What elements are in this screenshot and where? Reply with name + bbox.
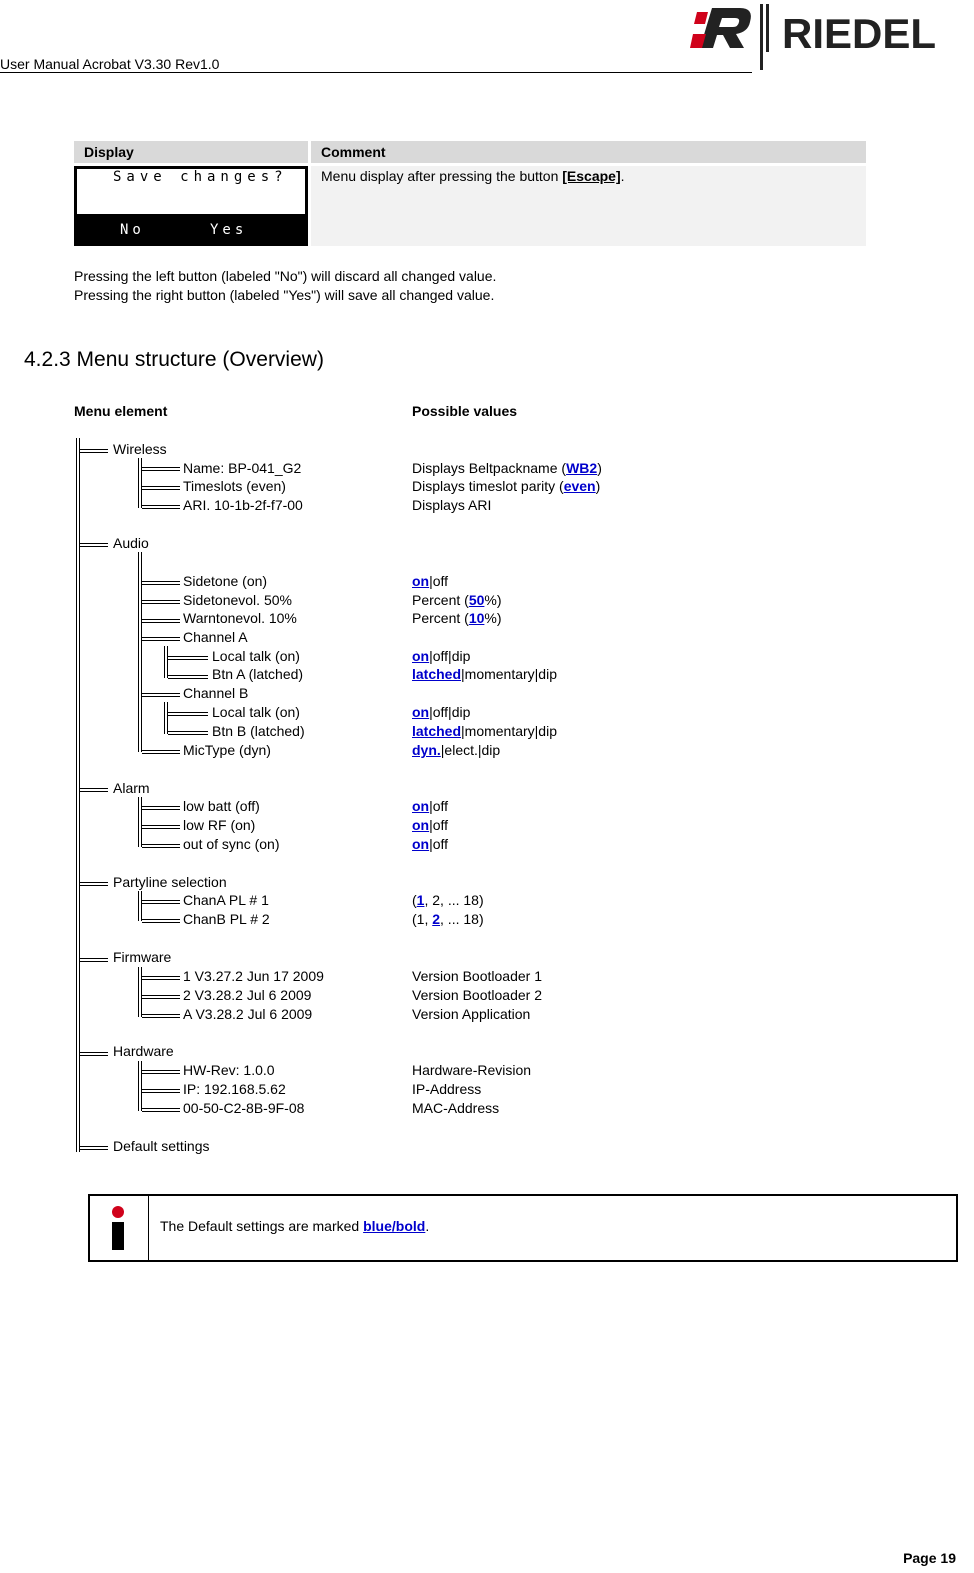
lcd-prompt: Save changes?: [113, 169, 288, 185]
tree-timeslots: Timeslots (even): [183, 478, 286, 494]
tree-alarm: Alarm: [113, 780, 150, 796]
value-b-local-talk: on|off|dip: [412, 704, 471, 720]
value-ip: IP-Address: [412, 1081, 482, 1097]
tree-btn-b: Btn B (latched): [212, 723, 305, 739]
tree-mictype: MicType (dyn): [183, 742, 271, 758]
value-btn-b: latched|momentary|dip: [412, 723, 557, 739]
comment-text: Menu display after pressing the button: [321, 168, 563, 184]
value-mac: MAC-Address: [412, 1100, 500, 1116]
tree-btn-a: Btn A (latched): [212, 666, 304, 682]
value-chana-pl: (1, 2, ... 18): [412, 892, 484, 908]
value-btn-a: latched|momentary|dip: [412, 666, 557, 682]
value-low-rf: on|off: [412, 817, 449, 833]
col-display-header: Display: [74, 141, 308, 163]
info-note: [88, 1194, 958, 1262]
lcd-screen-area: [74, 166, 308, 214]
lcd-yes-softkey: Yes: [210, 222, 248, 238]
tree-chanb-pl: ChanB PL # 2: [183, 911, 270, 927]
section-title: 4.2.3 Menu structure (Overview): [24, 348, 324, 371]
tree-audio: Audio: [113, 535, 149, 551]
tree-sidetonevol: Sidetonevol. 50%: [183, 592, 292, 608]
escape-button-ref: [Escape]: [562, 168, 621, 184]
info-icon-cell: [90, 1196, 149, 1260]
tree-ari: ARI. 10-1b-2f-f7-00: [183, 497, 303, 513]
tree-firmware: Firmware: [113, 949, 172, 965]
tree-fw-a: A V3.28.2 Jul 6 2009: [183, 1006, 313, 1022]
col-comment-header: Comment: [311, 141, 866, 163]
menu-element-header: Menu element: [74, 403, 168, 419]
value-hw-rev: Hardware-Revision: [412, 1062, 532, 1078]
tree-out-of-sync: out of sync (on): [183, 836, 280, 852]
note-highlight: blue/bold: [363, 1218, 426, 1234]
value-fw-2: Version Bootloader 2: [412, 987, 542, 1003]
note-text: The Default settings are marked blue/bold.: [160, 1218, 430, 1234]
document-title: User Manual Acrobat V3.30 Rev1.0: [0, 56, 220, 72]
brand-wordmark: RIEDEL: [782, 10, 937, 57]
value-a-local-talk: on|off|dip: [412, 648, 471, 664]
paragraph-yes: Pressing the right button (labeled "Yes") will save all changed value.: [74, 287, 495, 303]
value-name: Displays Beltpackname (WB2): [412, 460, 602, 476]
tree-a-local-talk: Local talk (on): [212, 648, 300, 664]
page-number: Page 19: [903, 1550, 956, 1566]
riedel-logo: [690, 0, 960, 72]
riedel-r-mark-icon: [690, 8, 751, 48]
value-out-of-sync: on|off: [412, 836, 449, 852]
tree-b-local-talk: Local talk (on): [212, 704, 300, 720]
value-chanb-pl: (1, 2, ... 18): [412, 911, 484, 927]
paragraph-no: Pressing the left button (labeled "No") will discard all changed value.: [74, 268, 497, 284]
tree-low-rf: low RF (on): [183, 817, 256, 833]
tree-wireless: Wireless: [113, 441, 167, 457]
value-fw-1: Version Bootloader 1: [412, 968, 542, 984]
possible-values-header: Possible values: [412, 403, 518, 419]
tree-chana-pl: ChanA PL # 1: [183, 892, 269, 908]
tree-default-settings: Default settings: [113, 1138, 210, 1154]
tree-warntonevol: Warntonevol. 10%: [183, 610, 297, 626]
value-sidetonevol: Percent (50%): [412, 592, 502, 608]
lcd-no-softkey: No: [120, 222, 145, 238]
comment-cell: [311, 166, 866, 246]
info-icon: [90, 1196, 148, 1260]
tree-name: Name: BP-041_G2: [183, 460, 302, 476]
value-timeslots: Displays timeslot parity (even): [412, 478, 601, 494]
tree-hw-rev: HW-Rev: 1.0.0: [183, 1062, 275, 1078]
value-fw-a: Version Application: [412, 1006, 531, 1022]
tree-channel-b: Channel B: [183, 685, 249, 701]
tree-ip: IP: 192.168.5.62: [183, 1081, 286, 1097]
tree-fw-2: 2 V3.28.2 Jul 6 2009: [183, 987, 312, 1003]
tree-channel-a: Channel A: [183, 629, 248, 645]
value-warntonevol: Percent (10%): [412, 610, 502, 626]
tree-hardware: Hardware: [113, 1043, 174, 1059]
header-rule: [0, 72, 752, 73]
value-sidetone: on|off: [412, 573, 449, 589]
comment-suffix: .: [620, 168, 625, 184]
tree-partyline: Partyline selection: [113, 874, 227, 890]
tree-sidetone: Sidetone (on): [183, 573, 268, 589]
tree-fw-1: 1 V3.27.2 Jun 17 2009: [183, 968, 324, 984]
lcd-display: [74, 166, 308, 246]
tree-low-batt: low batt (off): [183, 798, 260, 814]
value-mictype: dyn.|elect.|dip: [412, 742, 501, 758]
value-low-batt: on|off: [412, 798, 449, 814]
tree-mac: 00-50-C2-8B-9F-08: [183, 1100, 305, 1116]
value-ari: Displays ARI: [412, 497, 492, 513]
